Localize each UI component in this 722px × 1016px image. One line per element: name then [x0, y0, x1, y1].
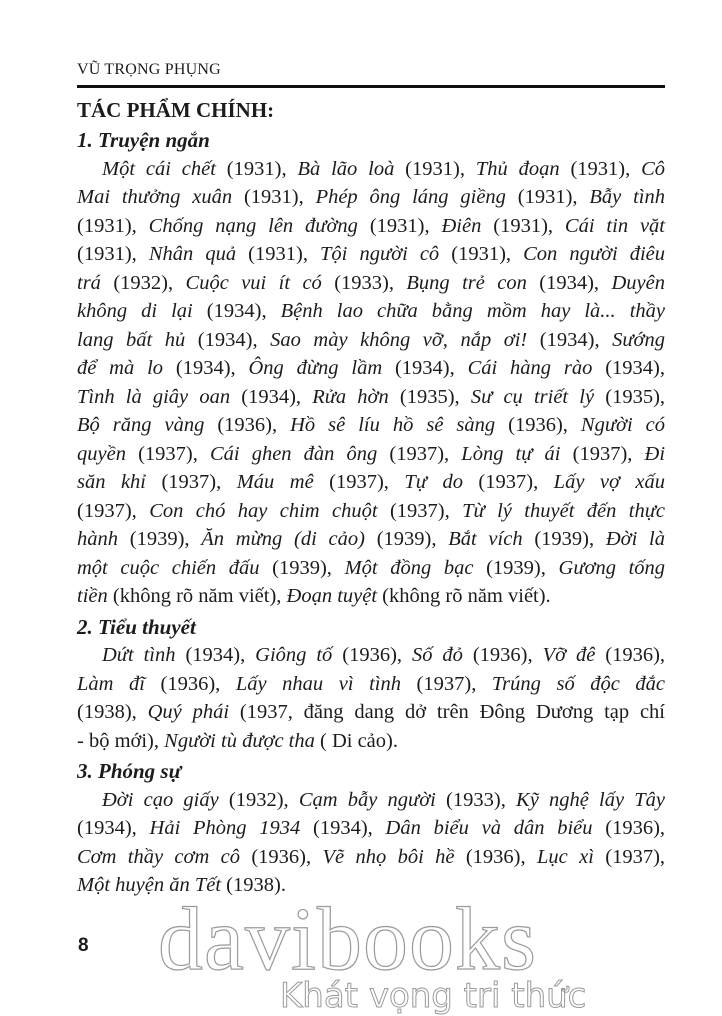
- work-title: Người tù được tha: [164, 729, 315, 752]
- work-title: Con người điêu: [523, 243, 666, 265]
- text-line: [77, 411, 665, 440]
- work-note: (1931),: [481, 214, 565, 237]
- text-line: [77, 297, 665, 326]
- work-title: Dân biểu và dân biểu: [385, 817, 593, 839]
- work-note: (1935),: [388, 385, 471, 408]
- work-note: (1939),: [118, 528, 202, 550]
- work-note: (1931),: [357, 214, 442, 237]
- work-title: lang bất hủ: [77, 328, 186, 351]
- work-title: Bắt vích: [448, 528, 523, 550]
- work-title: Làm đĩ: [77, 672, 145, 695]
- section-heading: 2. Tiểu thuyết: [77, 614, 196, 639]
- work-title: Lấy vợ xấu: [553, 471, 665, 493]
- work-note: (không rõ năm viết).: [377, 585, 551, 607]
- work-note: (1937),: [560, 442, 645, 465]
- page-number: 8: [78, 935, 89, 956]
- work-title: Lòng tự ái: [461, 442, 561, 465]
- section: [77, 757, 665, 900]
- work-title: trá: [77, 271, 101, 294]
- sections: [77, 126, 665, 900]
- work-note: ( Di cảo).: [314, 729, 398, 752]
- work-title: Một đồng bạc: [344, 556, 474, 579]
- work-title: săn khỉ: [77, 471, 146, 493]
- text-line: [77, 440, 665, 469]
- work-title: Cái tin vặt: [564, 214, 666, 237]
- work-note: (1931),: [439, 243, 524, 265]
- work-title: Sao mày không vỡ, nắp ơi!: [270, 328, 528, 351]
- work-note: (không rõ năm viết),: [107, 585, 287, 607]
- work-title: Tự do: [404, 471, 463, 493]
- work-title: Trúng số độc đắc: [491, 672, 666, 695]
- work-note: (1936),: [462, 644, 543, 666]
- work-note: (1935),: [594, 385, 666, 408]
- work-note: (1931),: [215, 157, 298, 180]
- work-title: Người có: [580, 414, 666, 436]
- work-note: (1934),: [192, 300, 281, 322]
- work-note: (1934),: [230, 385, 313, 408]
- work-note: (1931),: [505, 186, 590, 208]
- work-title: quyền: [77, 442, 126, 465]
- work-note: (1934),: [382, 357, 468, 379]
- work-note: (1937),: [77, 499, 150, 522]
- text-line: [77, 269, 665, 298]
- text-line: [77, 212, 665, 241]
- work-note: (1932),: [100, 271, 186, 294]
- work-title: Gương tống: [558, 556, 666, 579]
- text-line: [77, 383, 665, 412]
- work-title: Sướng: [612, 328, 665, 351]
- work-title: Chống nạng lên đường: [148, 214, 358, 237]
- work-title: Vỡ đê: [542, 644, 596, 666]
- work-note: (1936),: [204, 414, 291, 436]
- text-line: [77, 525, 665, 554]
- work-note: (1931),: [77, 214, 149, 237]
- text-line: [77, 670, 665, 699]
- work-title: Dứt tình: [102, 644, 176, 666]
- work-note: (1934),: [526, 271, 612, 294]
- text-line: [77, 554, 665, 583]
- text-line: [77, 727, 665, 756]
- section-heading: 1. Truyện ngắn: [77, 128, 210, 152]
- work-note: (1934),: [300, 817, 386, 839]
- work-note: (1931),: [394, 157, 476, 180]
- work-title: Vẽ nhọ bôi hề: [322, 845, 455, 868]
- watermark-brand: davibooks: [158, 890, 537, 989]
- work-note: (1931),: [236, 243, 321, 265]
- work-title: Bụng trẻ con: [406, 271, 527, 294]
- text-line: [77, 326, 665, 355]
- work-note: (1936),: [595, 644, 666, 666]
- work-note: (1933),: [321, 271, 407, 294]
- work-note: (1934),: [592, 357, 665, 379]
- work-title: Lục xì: [536, 845, 594, 868]
- work-title: Đoạn tuyệt: [286, 585, 378, 607]
- work-note: (1939),: [522, 528, 606, 550]
- work-note: (1937),: [377, 499, 463, 522]
- work-note: (1934),: [175, 644, 256, 666]
- work-title: Một huyện ăn Tết: [77, 874, 222, 896]
- text-line: [77, 814, 665, 843]
- work-note: (1937),: [313, 471, 405, 493]
- work-note: (1937, đăng dang dở trên Đông Dương tạp chí: [229, 701, 665, 723]
- text-line: [77, 582, 665, 611]
- work-title: Lấy nhau vì tình: [235, 672, 401, 695]
- work-title: Cạm bẫy người: [298, 788, 436, 811]
- work-note: (1934),: [185, 328, 271, 351]
- work-note: (1936),: [495, 414, 581, 436]
- work-title: Tình là giây oan: [77, 385, 231, 408]
- work-note: (1931),: [232, 186, 316, 208]
- work-note: (1931),: [77, 243, 149, 265]
- work-note: (1932),: [218, 788, 299, 811]
- section: [77, 126, 665, 611]
- text-line: [77, 155, 665, 184]
- work-title: Máu mê: [236, 471, 314, 493]
- work-note: (1939),: [259, 556, 345, 579]
- text-line: [77, 354, 665, 383]
- work-note: (1937),: [401, 672, 492, 695]
- section-heading: 3. Phóng sự: [77, 759, 182, 783]
- work-note: (1937),: [146, 471, 237, 493]
- work-title: Ông đừng lầm: [248, 357, 383, 379]
- work-title: hành: [77, 528, 118, 550]
- text-line: [77, 468, 665, 497]
- work-title: một cuộc chiến đấu: [77, 556, 260, 579]
- work-title: Bệnh lao chữa bằng mồm hay là... thầy: [280, 300, 666, 322]
- work-note: (1939),: [364, 528, 449, 550]
- work-note: (1934),: [77, 817, 150, 839]
- work-note: (1937),: [377, 442, 462, 465]
- work-title: Đời cạo giấy: [102, 788, 219, 811]
- work-title: Một cái chết: [102, 157, 216, 180]
- work-title: Đi: [644, 442, 666, 465]
- work-title: Tội người cô: [320, 243, 440, 265]
- work-note: (1936),: [144, 672, 236, 695]
- work-title: Bộ răng vàng: [77, 414, 205, 436]
- work-title: Đời là: [605, 528, 665, 550]
- work-title: Cơm thầy cơm cô: [77, 845, 240, 868]
- work-title: Từ lý thuyết đến thực: [462, 499, 666, 522]
- work-title: Con chó hay chim chuột: [149, 499, 378, 522]
- work-title: Điên: [441, 214, 482, 237]
- works-paragraph: [77, 786, 665, 900]
- running-head-author: VŨ TRỌNG PHỤNG: [77, 61, 221, 78]
- header-rule: [77, 85, 665, 88]
- work-title: Cái ghen đàn ông: [209, 442, 378, 465]
- work-note: (1939),: [473, 556, 559, 579]
- work-title: Ăn mừng (di cảo): [201, 528, 365, 550]
- work-title: Hải Phòng 1934: [149, 817, 301, 839]
- work-title: Số đỏ: [411, 644, 463, 666]
- work-note: (1937),: [125, 442, 210, 465]
- work-note: (1936),: [454, 845, 537, 868]
- text-line: [77, 843, 665, 872]
- work-title: Quý phái: [147, 701, 230, 723]
- work-note: (1938).: [221, 874, 286, 896]
- work-note: (1936),: [592, 817, 666, 839]
- work-note: (1936),: [332, 644, 412, 666]
- work-title: Nhân quả: [148, 243, 237, 265]
- work-note: (1933),: [435, 788, 517, 811]
- work-title: không di lại: [77, 300, 193, 322]
- work-title: Mai thưởng xuân: [77, 186, 233, 208]
- work-note: (1934),: [163, 357, 249, 379]
- watermark-tagline: Khát vọng tri thức: [280, 976, 587, 1016]
- work-title: tiền: [77, 585, 108, 607]
- text-line: [77, 786, 665, 815]
- work-title: Thủ đoạn: [475, 157, 560, 180]
- works-paragraph: [77, 641, 665, 755]
- page-content: [77, 94, 665, 902]
- work-note: (1934),: [527, 328, 613, 351]
- work-title: Bà lão loà: [297, 157, 395, 180]
- section: [77, 613, 665, 756]
- work-title: Kỹ nghệ lấy Tây: [516, 788, 665, 811]
- work-title: Sư cụ triết lý: [470, 385, 595, 408]
- text-line: [77, 698, 665, 727]
- work-title: Hồ sê líu hồ sê sàng: [290, 414, 496, 436]
- work-note: (1931),: [559, 157, 642, 180]
- work-title: Giông tố: [255, 644, 333, 666]
- work-note: (1937),: [593, 845, 666, 868]
- text-line: [77, 641, 665, 670]
- work-title: Cô: [641, 157, 666, 180]
- text-line: [77, 183, 665, 212]
- text-line: [77, 497, 665, 526]
- work-note: (1936),: [239, 845, 323, 868]
- work-note: (1938),: [77, 701, 148, 723]
- work-title: Cuộc vui ít có: [185, 271, 322, 294]
- work-note: - bộ mới),: [77, 729, 165, 752]
- work-title: Rửa hờn: [312, 385, 389, 408]
- work-title: Cái hàng rào: [467, 357, 593, 379]
- work-title: Phép ông láng giềng: [315, 186, 506, 208]
- work-note: (1937),: [462, 471, 554, 493]
- text-line: [77, 240, 665, 269]
- works-paragraph: [77, 155, 665, 611]
- work-title: Duyên: [611, 271, 665, 294]
- work-title: Bẫy tình: [589, 186, 665, 208]
- page-title: TÁC PHẨM CHÍNH:: [77, 98, 275, 122]
- work-title: để mà lo: [77, 357, 164, 379]
